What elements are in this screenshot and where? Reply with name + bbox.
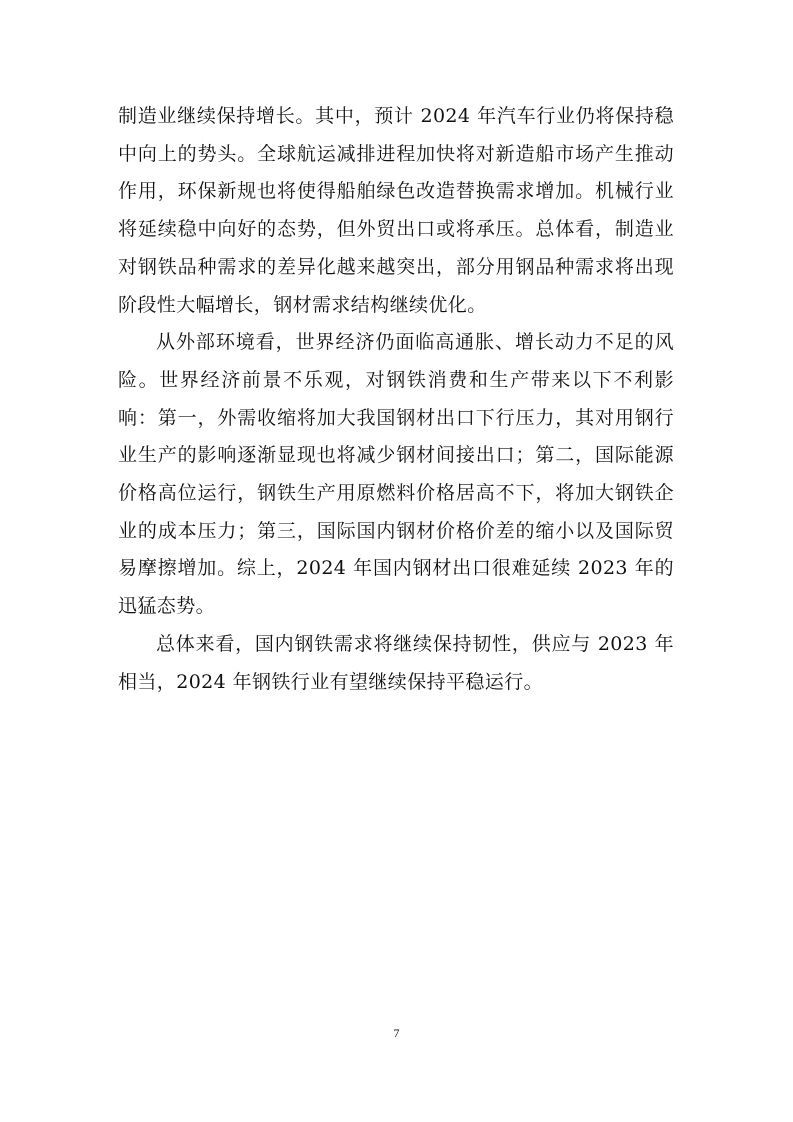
paragraph-external-environment: 从外部环境看，世界经济仍面临高通胀、增长动力不足的风险。世界经济前景不乐观，对钢铁消费和生产带来以下不利影响：第一，外需收缩将加大我国钢材出口下行压力，其对用钢行业生产的影响逐渐显现也将减少钢材间接出口；第二，国际能源价格高位运行，钢铁生产用原燃料价格居高不下，将加大钢铁企业的成本压力；第三，国际国内钢材价格价差的缩小以及国际贸易摩擦增加。综上，2024 年国内钢材出口很难延续 2023 年的迅猛态势。 — [118, 331, 674, 618]
paragraph-manufacturing-outlook: 制造业继续保持增长。其中，预计 2024 年汽车行业仍将保持稳中向上的势头。全球航运减排进程加快将对新造船市场产生推动作用，环保新规也将使得船舶绿色改造替换需求增加。机械行业将延续稳中向好的态势，但外贸出口或将承压。总体看，制造业对钢铁品种需求的差异化越来越突出，部分用钢品种需求将出现阶段性大幅增长，钢材需求结构继续优化。 — [118, 105, 674, 316]
document-body — [118, 98, 674, 701]
page-number: 7 — [393, 1026, 400, 1040]
paragraph-overall-summary: 总体来看，国内钢铁需求将继续保持韧性，供应与 2023 年相当，2024 年钢铁行业有望继续保持平稳运行。 — [118, 632, 674, 693]
